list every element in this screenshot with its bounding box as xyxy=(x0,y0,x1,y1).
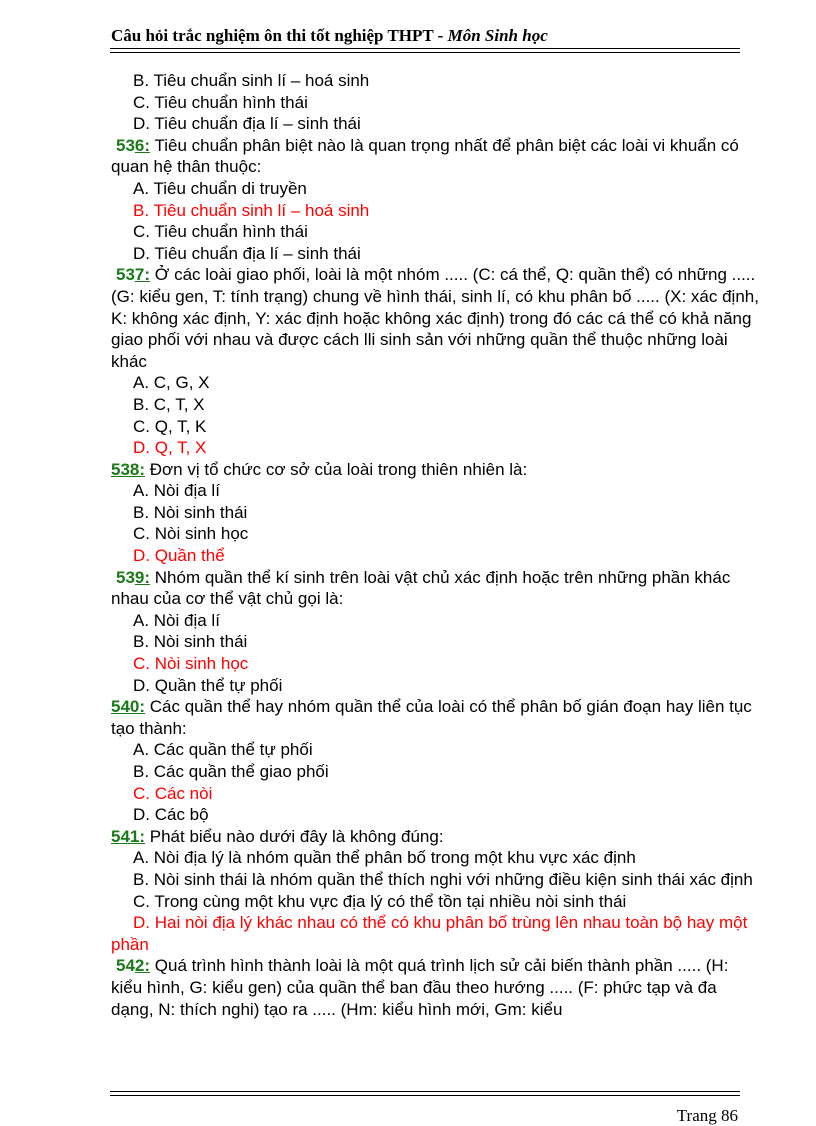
answer-option: B. C, T, X xyxy=(133,394,205,414)
document-header-title xyxy=(111,26,548,46)
answer-option: C. Nòi sinh học xyxy=(133,524,249,544)
answer-option: A. Các quần thể tự phối xyxy=(133,740,313,760)
question-number-prefix: 53 xyxy=(116,135,135,155)
question-list xyxy=(111,70,761,1020)
answer-option: A. Tiêu chuẩn di truyền xyxy=(133,178,307,198)
answer-option: A. Nòi địa lý là nhóm quần thể phân bố trong một khu vực xác định xyxy=(133,848,636,868)
question-number xyxy=(111,697,145,716)
question-text: Quá trình hình thành loài là một quá trình lịch sử cải biến thành phần ..... (H: kiểu hình, G: kiểu gen) của quần thể ban đầu theo hướng ..... (F: phức tạp và đa dạng, N: thích nghi) tạo ra ..... (Hm: kiểu hình mới, Gm: kiểu xyxy=(111,956,729,1019)
answer-option: D. Tiêu chuẩn địa lí – sinh thái xyxy=(133,114,361,134)
footer-rule-top xyxy=(110,1091,740,1092)
question-number xyxy=(111,568,150,587)
question-text: Phát biểu nào dưới đây là không đúng: xyxy=(145,826,444,846)
answer-option-correct: B. Tiêu chuẩn sinh lí – hoá sinh xyxy=(133,200,370,220)
answer-option-correct: C. Nòi sinh học xyxy=(133,654,249,674)
question-0 xyxy=(111,135,761,178)
question-number xyxy=(111,460,145,479)
answer-option: D. Quần thể tự phối xyxy=(133,675,283,695)
question-number-underlined: 2: xyxy=(134,956,151,976)
answer-option: D. Tiêu chuẩn địa lí – sinh thái xyxy=(133,243,361,263)
question-number-prefix: 54 xyxy=(116,956,135,976)
question-2 xyxy=(111,459,761,481)
answer-option: C. Q, T, K xyxy=(133,416,207,436)
header-rule-bottom xyxy=(110,52,740,53)
question-text: Các quần thể hay nhóm quần thể của loài có thể phân bố gián đoạn hay liên tục tạo thành: xyxy=(111,697,752,738)
answer-option: A. Nòi địa lí xyxy=(133,481,220,501)
question-text: Đơn vị tổ chức cơ sở của loài trong thiên nhiên là: xyxy=(145,459,528,479)
question-6 xyxy=(111,955,761,1020)
question-3 xyxy=(111,567,761,610)
question-number-underlined: 541: xyxy=(111,826,146,846)
answer-option-correct: D. Q, T, X xyxy=(133,438,207,458)
question-number-underlined: 6: xyxy=(134,135,151,155)
answer-option-correct: D. Quần thể xyxy=(133,546,225,566)
answer-option: B. Các quần thể giao phối xyxy=(133,762,329,781)
answer-option: C. Tiêu chuẩn hình thái xyxy=(133,222,308,242)
question-number-underlined: 9: xyxy=(134,567,151,587)
answer-option-correct: C. Các nòi xyxy=(133,783,213,803)
answer-option: C. Tiêu chuẩn hình thái xyxy=(133,92,308,112)
question-number-underlined: 538: xyxy=(111,459,146,479)
answer-option: C. Trong cùng một khu vực địa lý có thể tồn tại nhiều nòi sinh thái xyxy=(133,891,627,911)
header-rule-top xyxy=(110,48,740,49)
question-4 xyxy=(111,696,761,739)
question-number xyxy=(111,956,150,975)
question-text: Nhóm quần thể kí sinh trên loài vật chủ xác định hoặc trên những phần khác nhau của cơ thể vật chủ gọi là: xyxy=(111,567,731,609)
answer-option: B. Tiêu chuẩn sinh lí – hoá sinh xyxy=(133,71,370,90)
question-text: Tiêu chuẩn phân biệt nào là quan trọng nhất để phân biệt các loài vi khuẩn có quan hệ thân thuộc: xyxy=(111,135,739,177)
header-subject: Môn Sinh học xyxy=(447,26,548,45)
question-text: Ở các loài giao phối, loài là một nhóm ..... (C: cá thể, Q: quần thể) có những ..... (G: kiểu gen, T: tính trạng) chung về hình thái, sinh lí, có khu phân bố ..... (X: xác định, K: không xác định, Y: xác định hoặc không xác định) trong đó các cá thể có khả năng giao phối với nhau và được cách lli sinh sản với những quần thể thuộc những loài khác xyxy=(111,265,759,371)
answer-option: B. Nòi sinh thái xyxy=(133,502,248,522)
question-number-underlined: 7: xyxy=(134,265,151,285)
footer-rule-bottom xyxy=(110,1095,740,1096)
question-number xyxy=(111,265,150,284)
question-1 xyxy=(111,264,761,372)
answer-option: D. Các bộ xyxy=(133,805,209,825)
answer-option: B. Nòi sinh thái xyxy=(133,632,248,652)
answer-option: A. Nòi địa lí xyxy=(133,610,220,630)
question-number xyxy=(111,827,145,846)
answer-option: A. C, G, X xyxy=(133,373,210,393)
answer-option-correct: D. Hai nòi địa lý khác nhau có thể có khu phân bố trùng lên nhau toàn bộ hay một phần xyxy=(111,913,748,954)
question-number-prefix: 53 xyxy=(116,567,135,587)
question-number-prefix: 53 xyxy=(116,265,135,285)
header-title-text: Câu hỏi trắc nghiệm ôn thi tốt nghiệp THPT xyxy=(111,26,434,45)
answer-option: B. Nòi sinh thái là nhóm quần thể thích nghi với những điều kiện sinh thái xác định xyxy=(133,869,753,889)
question-number xyxy=(111,136,150,155)
page-number: Trang 86 xyxy=(676,1106,738,1125)
question-5 xyxy=(111,826,761,848)
question-number-underlined: 540: xyxy=(111,697,146,717)
header-separator: - xyxy=(433,26,448,45)
